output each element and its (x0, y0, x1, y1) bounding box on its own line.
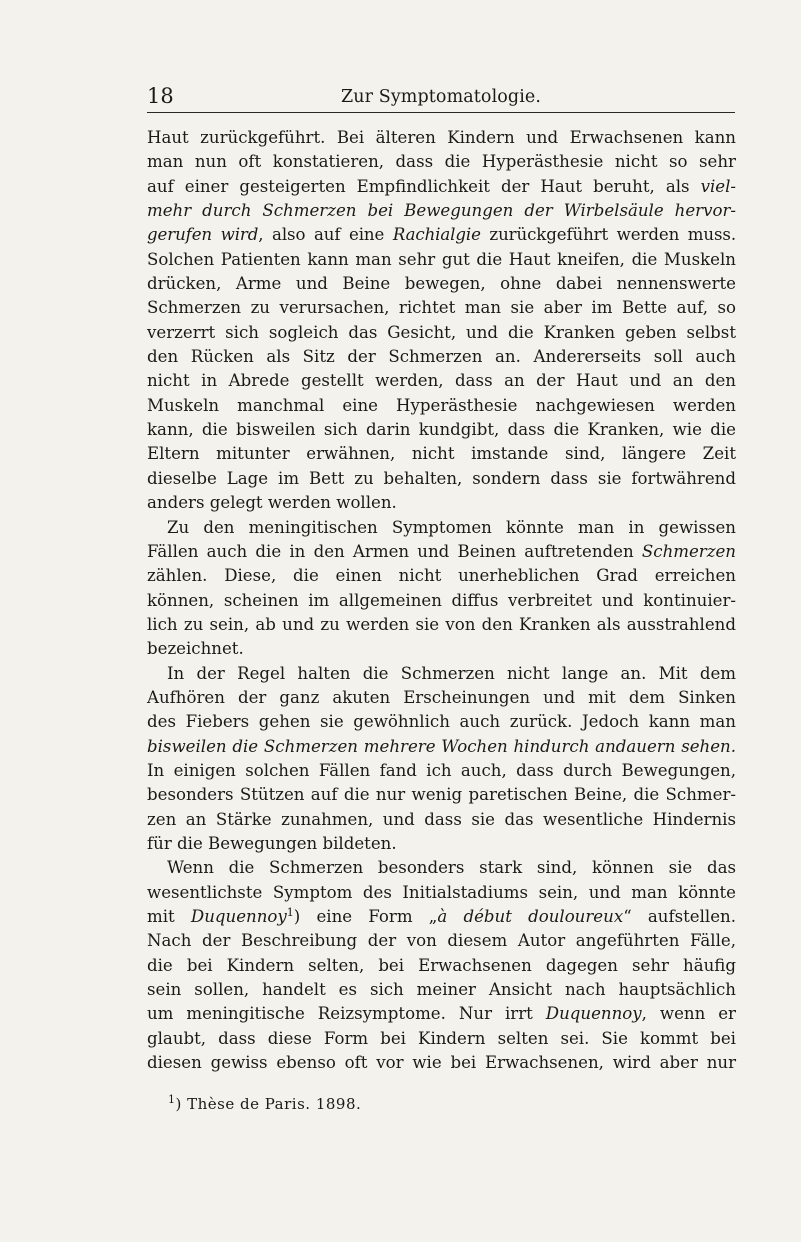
text-span: können, scheinen im allgemeinen diffus verbreitet und kontinuier- (147, 590, 736, 610)
text-line (147, 954, 736, 978)
text-span: um meningitische Reizsymptome. Nur irrt (147, 1004, 546, 1024)
text-span: Schmerzen zu verursachen, richtet man sie aber im Bette auf, so (147, 298, 736, 318)
page-header (147, 84, 735, 113)
text-span: verzerrt sich sogleich das Gesicht, und die Kranken geben selbst (147, 322, 736, 342)
italic-span: viel- (700, 176, 736, 196)
italic-span: Schmerzen (641, 541, 736, 561)
text-span: dieselbe Lage im Bett zu behalten, sondern dass sie fortwährend (147, 468, 736, 488)
text-span: zählen. Diese, die einen nicht unerheblichen Grad erreichen (147, 566, 736, 586)
text-line (147, 564, 736, 588)
text-span: des Fiebers gehen sie gewöhnlich auch zurück. Jedoch kann man (147, 712, 736, 732)
text-line (147, 1002, 736, 1026)
text-line (147, 150, 736, 174)
text-span: Aufhören der ganz akuten Erscheinungen und mit dem Sinken (147, 687, 736, 707)
text-line (147, 710, 736, 734)
text-line (147, 321, 736, 345)
text-line (147, 881, 736, 905)
text-span: Haut zurückgeführt. Bei älteren Kindern und Erwachsenen kann (147, 128, 736, 147)
text-span: Solchen Patienten kann man sehr gut die Haut kneifen, die Muskeln (147, 249, 736, 269)
text-line (147, 223, 736, 247)
running-head: Zur Symptomatologie. (340, 87, 542, 107)
text-line (147, 540, 736, 564)
text-line (147, 467, 736, 491)
text-span: anders gelegt werden wollen. (147, 493, 397, 513)
text-line (147, 1027, 736, 1051)
text-span: , wenn er (641, 1004, 736, 1024)
text-span: diesen gewiss ebenso oft vor wie bei Erwachsenen, wird aber nur (147, 1053, 736, 1073)
text-span: Eltern mitunter erwähnen, nicht imstande sind, längere Zeit (147, 444, 736, 464)
text-line (147, 272, 736, 296)
text-line (147, 248, 736, 272)
text-line (147, 783, 736, 807)
text-span: besonders Stützen auf die nur wenig paretischen Beine, die Schmer- (147, 785, 736, 805)
text-line (147, 832, 736, 856)
footnote-ref: 1 (286, 906, 294, 919)
text-span: mit (147, 907, 191, 926)
text-span: “ aufstellen. (623, 907, 736, 926)
text-line (147, 929, 736, 953)
text-line (147, 905, 736, 929)
text-line (147, 175, 736, 199)
text-line (147, 199, 736, 223)
text-span: glaubt, dass diese Form bei Kindern selten sei. Sie kommt bei (147, 1028, 736, 1048)
text-span: , also auf eine (258, 225, 393, 245)
text-line (147, 735, 736, 759)
footnote (168, 1094, 361, 1114)
text-span: In einigen solchen Fällen fand ich auch, dass durch Bewegungen, (147, 760, 736, 780)
text-span: Wenn die Schmerzen besonders stark sind, können sie das (167, 858, 736, 878)
footnote-marker: 1 (168, 1093, 176, 1106)
text-span: wesentlichste Symptom des Initialstadiums sein, und man könnte (147, 882, 736, 902)
italic-span: à début douloureux (437, 907, 624, 926)
text-line (147, 394, 736, 418)
text-span: Muskeln manchmal eine Hyperästhesie nachgewiesen werden (147, 395, 736, 415)
text-span: In der Regel halten die Schmerzen nicht lange an. Mit dem (167, 663, 736, 683)
footnote-text: ) Thèse de Paris. 1898. (175, 1095, 362, 1113)
text-span: zurückgeführt werden muss. (480, 225, 736, 245)
text-span: auf einer gesteigerten Empfindlichkeit der Haut beruht, als (147, 176, 701, 196)
text-line (147, 126, 736, 150)
text-span: für die Bewegungen bildeten. (147, 833, 397, 853)
text-line (147, 369, 736, 393)
italic-span: mehr durch Schmerzen bei Bewegungen der Wirbelsäule hervor- (147, 201, 736, 221)
body-text (147, 126, 736, 1075)
text-span: lich zu sein, ab und zu werden sie von den Kranken als ausstrahlend (147, 614, 736, 634)
text-line (147, 637, 736, 661)
italic-span: gerufen wird (147, 225, 259, 245)
italic-span: Rachialgie (392, 225, 481, 245)
text-line (147, 808, 736, 832)
text-line (147, 516, 736, 540)
text-line (147, 978, 736, 1002)
text-line (147, 418, 736, 442)
text-span: kann, die bisweilen sich darin kundgibt, dass die Kranken, wie die (147, 420, 736, 440)
italic-span: bisweilen die Schmerzen mehrere Wochen hindurch andauern sehen. (147, 736, 736, 756)
text-line (147, 856, 736, 880)
text-line (147, 759, 736, 783)
text-span: man nun oft konstatieren, dass die Hyperästhesie nicht so sehr (147, 152, 736, 172)
text-span: bezeichnet. (147, 639, 244, 659)
text-span: sein sollen, handelt es sich meiner Ansicht nach hauptsächlich (147, 980, 736, 1000)
italic-span: Duquennoy (190, 907, 287, 926)
text-span: Zu den meningitischen Symptomen könnte man in gewissen (167, 517, 736, 537)
text-line (147, 613, 736, 637)
text-span: nicht in Abrede gestellt werden, dass an der Haut und an den (147, 371, 736, 391)
text-line (147, 662, 736, 686)
text-line (147, 296, 736, 320)
text-line (147, 345, 736, 369)
text-span: den Rücken als Sitz der Schmerzen an. Andererseits soll auch (147, 347, 736, 367)
page-number: 18 (147, 84, 174, 108)
text-span: zen an Stärke zunahmen, und dass sie das wesentliche Hindernis (147, 809, 736, 829)
text-line (147, 442, 736, 466)
text-span: Fällen auch die in den Armen und Beinen auftretenden (147, 541, 642, 561)
text-span: Nach der Beschreibung der von diesem Autor angeführten Fälle, (147, 931, 736, 951)
text-line (147, 589, 736, 613)
text-span: die bei Kindern selten, bei Erwachsenen dagegen sehr häufig (147, 955, 736, 975)
text-line (147, 491, 736, 515)
text-line (147, 686, 736, 710)
text-span: ) eine Form „ (293, 907, 438, 926)
text-span: drücken, Arme und Beine bewegen, ohne dabei nennenswerte (147, 274, 736, 294)
italic-span: Duquennoy (545, 1004, 642, 1024)
text-line (147, 1051, 736, 1075)
